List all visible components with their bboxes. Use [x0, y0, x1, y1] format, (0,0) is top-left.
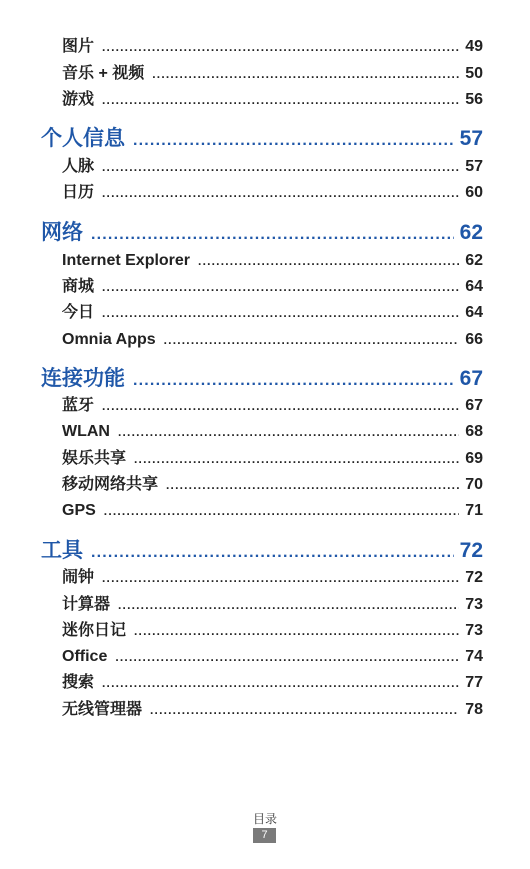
toc-entry[interactable]: [62, 421, 483, 443]
leader-dots: [91, 539, 454, 567]
leader-dots: [102, 182, 459, 204]
leader-dots: [102, 672, 459, 694]
toc-entry-title: 计算器: [62, 596, 111, 613]
toc-entry-page: 69: [465, 450, 483, 467]
leader-dots: [134, 620, 459, 642]
toc-entry[interactable]: [62, 594, 483, 616]
toc-entry[interactable]: [62, 302, 483, 324]
toc-entry-title: 迷你日记: [62, 622, 127, 639]
toc-entry-title: 移动网络共享: [62, 476, 159, 493]
section-page: 62: [459, 221, 483, 244]
toc-entry-title: 人脉: [62, 158, 95, 175]
leader-dots: [102, 302, 459, 324]
toc-entry[interactable]: [62, 89, 483, 111]
toc-entry[interactable]: [62, 156, 483, 178]
leader-dots: [102, 89, 459, 111]
leader-dots: [102, 567, 459, 589]
toc-entry[interactable]: [62, 474, 483, 496]
toc-entry[interactable]: [62, 36, 483, 58]
toc-entry-title: Omnia Apps: [62, 331, 156, 348]
toc-entry[interactable]: [62, 329, 483, 351]
leader-dots: [118, 594, 459, 616]
toc-entry-page: 64: [465, 278, 483, 295]
toc-entry[interactable]: [62, 620, 483, 642]
section-page: 57: [459, 127, 483, 150]
toc-entry-page: 62: [465, 252, 483, 269]
toc-section-heading[interactable]: [41, 125, 483, 153]
toc-entry-title: 娱乐共享: [62, 450, 127, 467]
toc-entry-page: 57: [465, 158, 483, 175]
toc-entry-page: 60: [465, 184, 483, 201]
toc-entry-page: 73: [465, 596, 483, 613]
footer-section-label: 目录: [252, 812, 277, 826]
leader-dots: [133, 367, 454, 395]
toc-entry[interactable]: [62, 567, 483, 589]
leader-dots: [118, 421, 459, 443]
toc-entry-page: 49: [465, 38, 483, 55]
section-page: 72: [459, 539, 483, 562]
leader-dots: [166, 474, 459, 496]
toc-entry[interactable]: [62, 63, 483, 85]
toc-entry-title: GPS: [62, 502, 96, 519]
leader-dots: [152, 63, 459, 85]
toc-entry-title: Internet Explorer: [62, 252, 191, 269]
toc-entry-title: 无线管理器: [62, 701, 143, 718]
toc-entry-page: 73: [465, 622, 483, 639]
toc-entry-page: 72: [465, 569, 483, 586]
toc-entry[interactable]: [62, 250, 483, 272]
leader-dots: [133, 127, 454, 155]
leader-dots: [102, 156, 459, 178]
leader-dots: [115, 646, 459, 668]
page-number-badge: 7: [253, 828, 276, 843]
toc-section-heading[interactable]: [41, 365, 483, 393]
leader-dots: [164, 329, 460, 351]
leader-dots: [102, 276, 459, 298]
toc-entry-page: 68: [465, 423, 483, 440]
toc-entry-title: WLAN: [62, 423, 110, 440]
toc-entry-page: 67: [465, 397, 483, 414]
toc-entry-page: 74: [465, 648, 483, 665]
toc-entry-title: 游戏: [62, 91, 95, 108]
toc-entry-title: 日历: [62, 184, 95, 201]
toc-entry-page: 71: [465, 502, 483, 519]
section-title: 连接功能: [41, 367, 125, 390]
section-title: 个人信息: [41, 127, 125, 150]
toc-entry-title: Office: [62, 648, 108, 665]
toc-entry-page: 50: [465, 65, 483, 82]
toc-section-heading[interactable]: [41, 537, 483, 565]
toc-entry-title: 今日: [62, 304, 95, 321]
leader-dots: [150, 699, 459, 721]
toc-entry-page: 77: [465, 674, 483, 691]
toc-entry[interactable]: [62, 672, 483, 694]
leader-dots: [134, 448, 459, 470]
section-title: 工具: [41, 539, 83, 562]
toc-entry[interactable]: [62, 500, 483, 522]
toc-section-heading[interactable]: [41, 219, 483, 247]
leader-dots: [198, 250, 459, 272]
toc-entry-title: 图片: [62, 38, 95, 55]
toc-entry[interactable]: [62, 699, 483, 721]
toc-entry-title: 搜索: [62, 674, 95, 691]
toc-entry[interactable]: [62, 276, 483, 298]
toc-entry-page: 78: [465, 701, 483, 718]
toc-entry-page: 64: [465, 304, 483, 321]
toc-entry-page: 70: [465, 476, 483, 493]
toc-entry[interactable]: [62, 182, 483, 204]
toc-entry-title: 商城: [62, 278, 95, 295]
toc-entry[interactable]: [62, 646, 483, 668]
toc-entry[interactable]: [62, 395, 483, 417]
toc-entry-title: 蓝牙: [62, 397, 95, 414]
leader-dots: [91, 221, 454, 249]
toc-entry[interactable]: [62, 448, 483, 470]
toc-entry-title: 音乐 + 视频: [62, 65, 145, 82]
leader-dots: [102, 395, 459, 417]
toc-entry-title: 闹钟: [62, 569, 95, 586]
section-title: 网络: [41, 221, 83, 244]
leader-dots: [104, 500, 459, 522]
toc-entry-page: 56: [465, 91, 483, 108]
toc-entry-page: 66: [465, 331, 483, 348]
leader-dots: [102, 36, 459, 58]
section-page: 67: [459, 367, 483, 390]
